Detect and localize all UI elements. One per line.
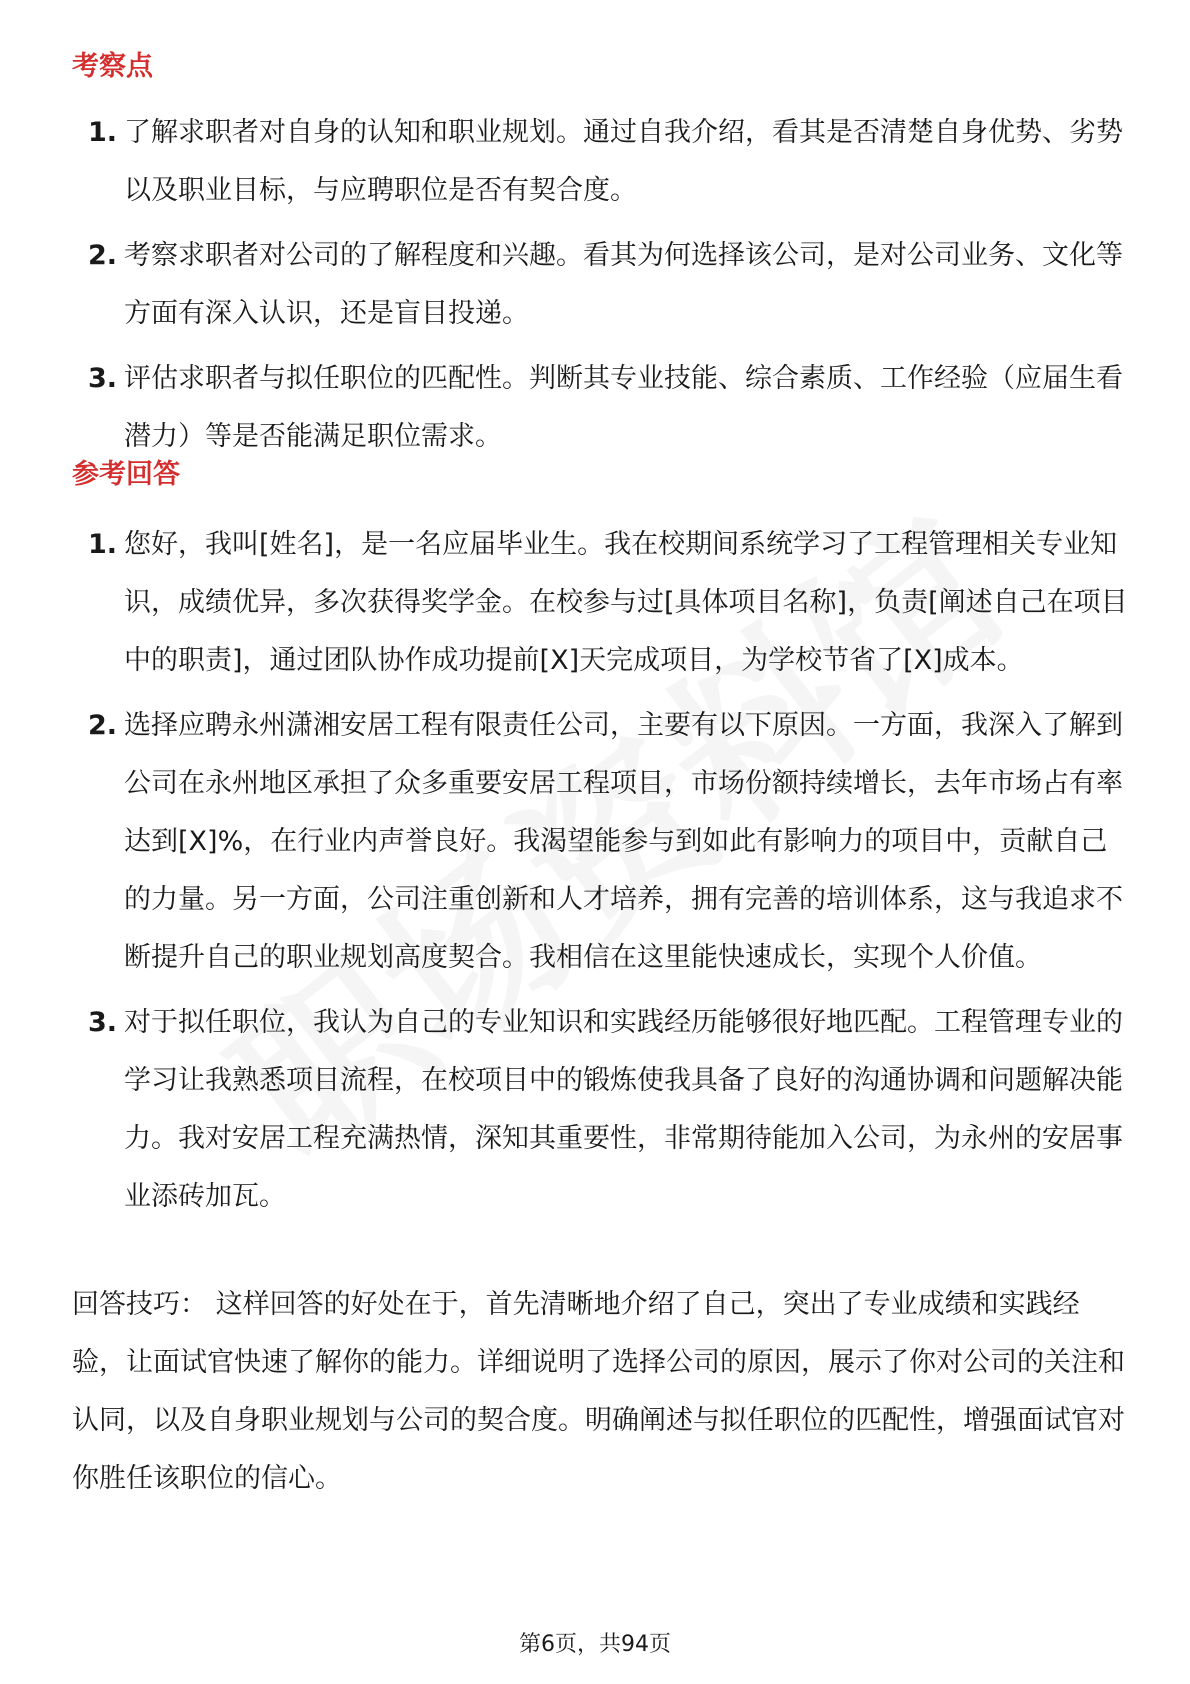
list-item	[72, 516, 1132, 690]
list-item-number: 2.	[88, 240, 118, 271]
list-item	[72, 697, 1132, 987]
list-item-text: 您好，我叫[姓名]，是一名应届毕业生。我在校期间系统学习了工程管理相关专业知识，成绩优异，多次获得奖学金。在校参与过[具体项目名称]，负责[阐述自己在项目中的职责]，通过团队协作成功提前[X]天完成项目，为学校节省了[X]成本。	[124, 529, 1128, 676]
list-item	[72, 350, 1132, 466]
list-item-number: 2.	[88, 710, 118, 741]
list-item-text: 评估求职者与拟任职位的匹配性。判断其专业技能、综合素质、工作经验（应届生看潜力）等是否能满足职位需求。	[124, 363, 1123, 452]
list-item-text: 选择应聘永州潇湘安居工程有限责任公司，主要有以下原因。一方面，我深入了解到公司在永州地区承担了众多重要安居工程项目，市场份额持续增长，去年市场占有率达到[X]%，在行业内声誉良好。我渴望能参与到如此有影响力的项目中，贡献自己的力量。另一方面，公司注重创新和人才培养，拥有完善的培训体系，这与我追求不断提升自己的职业规划高度契合。我相信在这里能快速成长，实现个人价值。	[124, 710, 1123, 973]
list-item-number: 3.	[88, 1007, 118, 1038]
inspection-points-list	[72, 104, 1132, 473]
list-item	[72, 227, 1132, 343]
answer-tip-paragraph: 回答技巧： 这样回答的好处在于，首先清晰地介绍了自己，突出了专业成绩和实践经验，让面试官快速了解你的能力。详细说明了选择公司的原因，展示了你对公司的关注和认同，以及自身职业规划与公司的契合度。明确阐述与拟任职位的匹配性，增强面试官对你胜任该职位的信心。	[72, 1289, 1125, 1494]
list-item-text: 了解求职者对自身的认知和职业规划。通过自我介绍，看其是否清楚自身优势、劣势以及职业目标，与应聘职位是否有契合度。	[124, 117, 1123, 206]
list-item-number: 1.	[88, 117, 118, 148]
list-item	[72, 994, 1132, 1226]
list-item-number: 3.	[88, 363, 118, 394]
page-number-footer: 第6页，共94页	[519, 1632, 671, 1657]
reference-answer-list	[72, 516, 1132, 1233]
section-heading-reference-answer: 参考回答	[72, 459, 180, 490]
section-heading-inspection-points: 考察点	[72, 51, 153, 82]
list-item-number: 1.	[88, 529, 118, 560]
list-item-text: 对于拟任职位，我认为自己的专业知识和实践经历能够很好地匹配。工程管理专业的学习让我熟悉项目流程，在校项目中的锻炼使我具备了良好的沟通协调和问题解决能力。我对安居工程充满热情，深知其重要性，非常期待能加入公司，为永州的安居事业添砖加瓦。	[124, 1007, 1123, 1212]
list-item-text: 考察求职者对公司的了解程度和兴趣。看其为何选择该公司，是对公司业务、文化等方面有深入认识，还是盲目投递。	[124, 240, 1123, 329]
list-item	[72, 104, 1132, 220]
